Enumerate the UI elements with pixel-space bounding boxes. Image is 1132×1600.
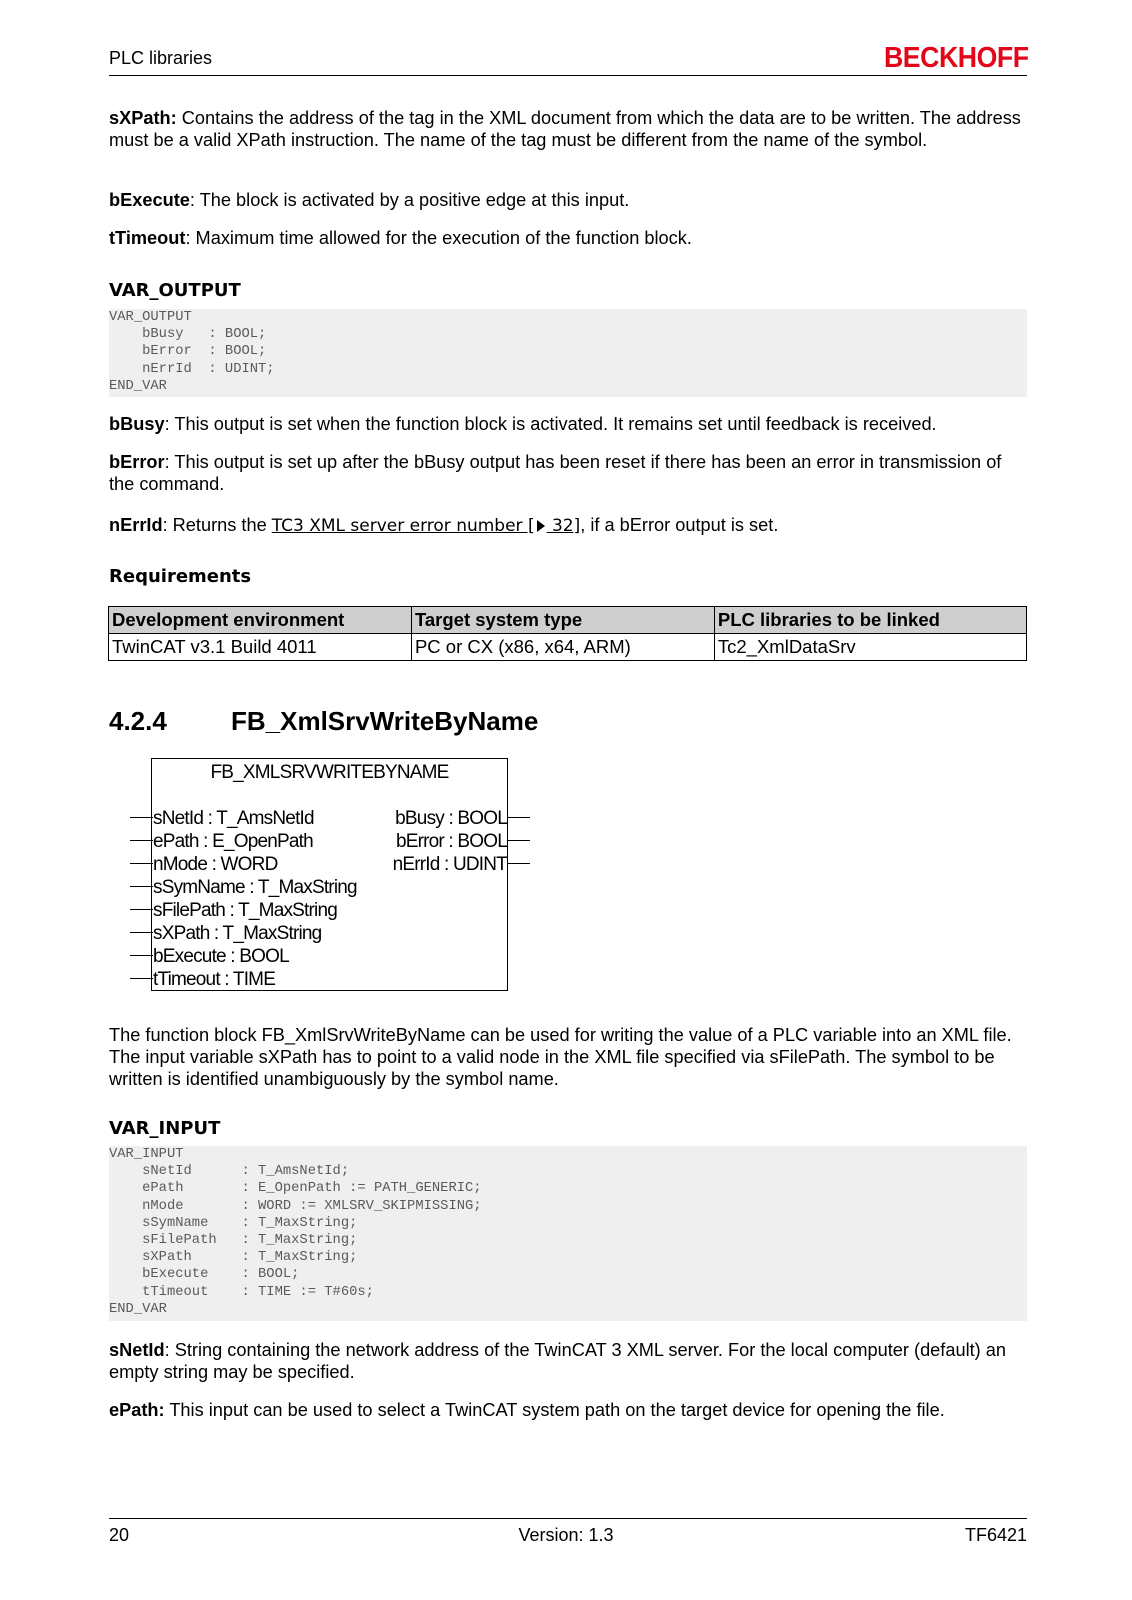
version-label: Version: 1.3 [518, 1525, 614, 1545]
error-number-link[interactable] [272, 516, 581, 536]
param-name: ePath: [109, 1400, 165, 1420]
param-desc: : Returns the [162, 515, 272, 535]
param-name: nErrId [109, 515, 163, 535]
param-name: bExecute [109, 190, 190, 210]
param-desc-tail: , if a bError output is set. [580, 515, 779, 535]
pin-line [130, 932, 153, 934]
param-bexecute [109, 189, 1027, 211]
fb-input-pin [130, 900, 337, 922]
table-row [109, 634, 1027, 661]
var-output-code: VAR_OUTPUT bBusy : BOOL; bError : BOOL; nErrId : UDINT; END_VAR [109, 309, 1027, 397]
param-epath [109, 1399, 1027, 1421]
pin-line [130, 955, 153, 957]
param-desc: : String containing the network address of the TwinCAT 3 XML server. For the local computer (default) an empty string may be specified. [109, 1340, 1007, 1382]
fb-description: The function block FB_XmlSrvWriteByName can be used for writing the value of a PLC variable into an XML file. The input variable sXPath has to point to a valid node in the XML file specified via sFilePath. The symbol to be written is identified unambiguously by the symbol name. [109, 1025, 1012, 1089]
header-title: PLC libraries [109, 48, 213, 68]
fb-output-pin [300, 808, 530, 830]
fb-input-pin [130, 923, 321, 945]
pin-line [130, 840, 153, 842]
column-header: Development environment [109, 607, 412, 634]
param-sxpath [109, 107, 1027, 151]
column-header: PLC libraries to be linked [714, 607, 1026, 634]
section-title: FB_XmlSrvWriteByName [231, 706, 539, 736]
function-block-title: FB_XMLSRVWRITEBYNAME [210, 762, 449, 783]
fb-input-pin [130, 808, 314, 830]
pin-label: sFilePath : T_MaxString [153, 900, 337, 921]
param-snetid [109, 1339, 1027, 1383]
page-arrow-icon [537, 520, 545, 532]
param-desc: : This output is set up after the bBusy output has been reset if there has been an error in transmission of the command. [109, 452, 1002, 494]
fb-input-pin [130, 946, 289, 968]
table-cell: TwinCAT v3.1 Build 4011 [109, 634, 412, 661]
param-desc: : Maximum time allowed for the execution of the function block. [185, 228, 692, 248]
link-label: TC3 XML server error number [ [271, 516, 535, 536]
pin-line [130, 863, 153, 865]
pin-label: bExecute : BOOL [153, 946, 289, 967]
pin-label: nMode : WORD [153, 854, 278, 875]
param-name: bBusy [109, 414, 165, 434]
param-desc: : This output is set when the function block is activated. It remains set until feedback is received. [164, 414, 937, 434]
page-number: 20 [109, 1525, 130, 1545]
requirements-table [108, 606, 1027, 661]
pin-line [507, 863, 530, 865]
header-divider [109, 75, 1027, 76]
pin-label: ePath : E_OpenPath [153, 831, 313, 852]
column-header: Target system type [411, 607, 714, 634]
table-cell: Tc2_XmlDataSrv [714, 634, 1026, 661]
param-name: tTimeout [109, 228, 186, 248]
beckhoff-logo: BECKHOFF [884, 42, 1029, 74]
footer-divider [109, 1518, 1027, 1519]
param-bbusy [109, 413, 1027, 435]
param-name: bError [109, 452, 165, 472]
fb-input-pin [130, 969, 275, 991]
pin-label: bBusy : BOOL [395, 808, 507, 829]
param-desc: Contains the address of the tag in the XML document from which the data are to be written. The address must be a valid XPath instruction. The name of the tag must be different from the name of the symbol. [109, 108, 1021, 150]
fb-input-pin [130, 854, 278, 876]
var-input-code: VAR_INPUT sNetId : T_AmsNetId; ePath : E_OpenPath := PATH_GENERIC; nMode : WORD := XMLSRV_SKIPMISSING; sSymName : T_MaxString; sFilePath : T_MaxString; sXPath : T_MaxString; bExecute : BOOL; tTimeout : TIME := T#60s; END_VAR [109, 1146, 1027, 1321]
section-number: 4.2.4 [109, 706, 167, 736]
fb-input-pin [130, 877, 357, 899]
pin-line [507, 840, 530, 842]
pin-line [130, 817, 153, 819]
param-berror [109, 451, 1027, 495]
pin-line [130, 909, 153, 911]
pin-line [130, 978, 153, 980]
pin-label: sNetId : T_AmsNetId [153, 808, 314, 829]
var-input-heading: VAR_INPUT [109, 1118, 221, 1139]
pin-label: sSymName : T_MaxString [153, 877, 357, 898]
pin-label: nErrId : UDINT [392, 854, 507, 875]
pin-line [507, 817, 530, 819]
pin-line [130, 886, 153, 888]
param-name: sNetId [109, 1340, 165, 1360]
var-output-heading: VAR_OUTPUT [109, 280, 241, 301]
fb-output-pin [300, 854, 530, 876]
pin-label: tTimeout : TIME [153, 969, 276, 990]
fb-output-pin [300, 831, 530, 853]
param-name: sXPath: [109, 108, 177, 128]
document-id: TF6421 [964, 1525, 1027, 1545]
param-desc: : The block is activated by a positive edge at this input. [189, 190, 630, 210]
requirements-heading: Requirements [109, 566, 252, 587]
table-header-row [109, 607, 1027, 634]
fb-input-pin [130, 831, 313, 853]
table-cell: PC or CX (x86, x64, ARM) [411, 634, 714, 661]
param-ttimeout [109, 227, 1027, 249]
link-page: 32] [546, 516, 581, 536]
param-nerrid [109, 514, 1027, 537]
param-desc: This input can be used to select a TwinCAT system path on the target device for opening the file. [164, 1400, 945, 1420]
pin-label: sXPath : T_MaxString [153, 923, 322, 944]
pin-label: bError : BOOL [395, 831, 507, 852]
